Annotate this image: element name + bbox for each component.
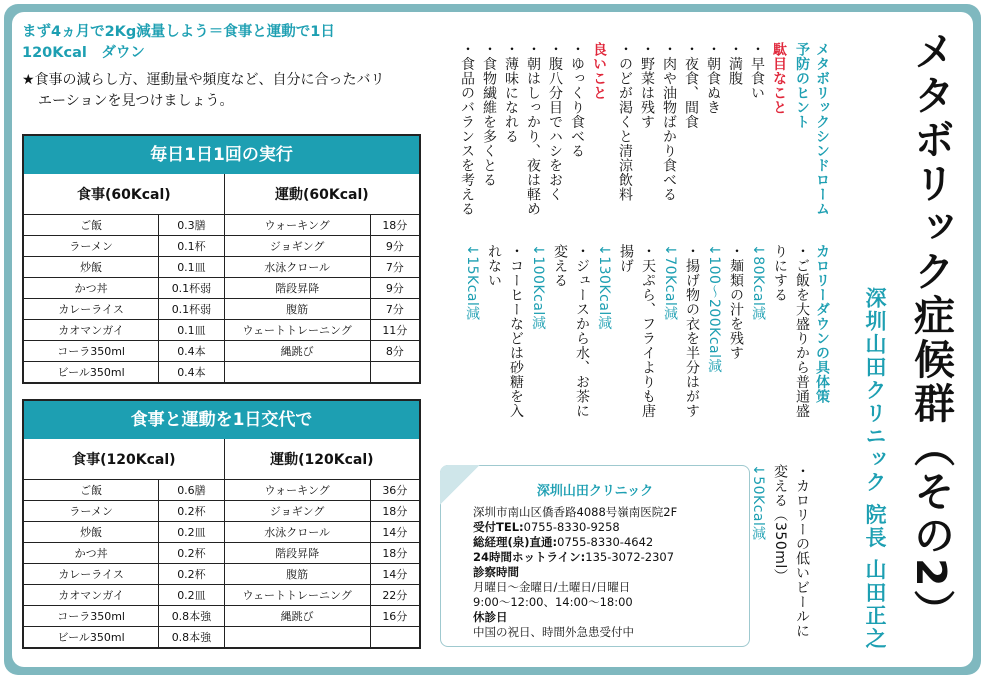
direct-label: 総経理(泉)直通: bbox=[473, 535, 558, 549]
time-cell: 7分 bbox=[370, 299, 419, 320]
amount-cell: 0.2杯 bbox=[159, 501, 224, 522]
exercise-cell: ウェートトレーニング bbox=[224, 320, 370, 341]
clinic-details bbox=[473, 505, 749, 640]
table-row bbox=[24, 480, 419, 501]
exercise-cell bbox=[224, 627, 370, 648]
time-cell: 9分 bbox=[370, 236, 419, 257]
clinic-direct bbox=[473, 535, 749, 550]
amount-cell: 0.1杯弱 bbox=[159, 299, 224, 320]
article-title: メタボリック症候群（その2） bbox=[907, 30, 955, 634]
exercise-cell: ジョギング bbox=[224, 236, 370, 257]
food-cell: かつ丼 bbox=[24, 543, 159, 564]
food-cell: かつ丼 bbox=[24, 278, 159, 299]
daily-table-title: 毎日1日1回の実行 bbox=[24, 136, 419, 174]
article-author: 深圳山田クリニック 院長 山田正之 bbox=[863, 287, 887, 651]
exercise-cell: 水泳クロール bbox=[224, 257, 370, 278]
corner-decoration bbox=[440, 465, 480, 505]
amount-cell: 0.4本 bbox=[159, 362, 224, 383]
hours-label-text: 診察時間 bbox=[473, 565, 519, 579]
article-panel bbox=[12, 12, 973, 667]
exercise-cell: ウェートトレーニング bbox=[224, 585, 370, 606]
intro-section bbox=[22, 22, 417, 112]
time-cell: 18分 bbox=[370, 501, 419, 522]
amount-cell: 0.1皿 bbox=[159, 257, 224, 278]
bad-item: ・のどが渇くと清涼飲料 bbox=[617, 42, 633, 202]
table-row bbox=[24, 362, 419, 383]
alternate-table-title: 食事と運動を1日交代で bbox=[24, 401, 419, 439]
good-item: ・ゆっくり食べる bbox=[569, 42, 585, 158]
food-column-header: 食事(60Kcal) bbox=[24, 174, 224, 215]
bad-heading: 駄目なこと bbox=[771, 42, 787, 115]
amount-cell: 0.1皿 bbox=[159, 320, 224, 341]
hours-label bbox=[473, 565, 749, 580]
good-item: ・腹八分目でハシをおく bbox=[547, 42, 563, 202]
intro-title bbox=[22, 22, 417, 64]
food-cell: 炒飯 bbox=[24, 257, 159, 278]
exercise-cell: 水泳クロール bbox=[224, 522, 370, 543]
intro-title-line2: 120Kcal ダウン bbox=[22, 45, 145, 61]
exercise-cell: 腹筋 bbox=[224, 564, 370, 585]
table-row bbox=[24, 320, 419, 341]
alternate-table bbox=[22, 399, 421, 649]
good-item: ・食物繊維を多くとる bbox=[481, 42, 497, 187]
food-cell: カレーライス bbox=[24, 564, 159, 585]
hours-days: 月曜日〜金曜日/土曜日/日曜日 bbox=[473, 580, 631, 594]
calorie-item-7a: ・コーヒーなどは砂糖を入 bbox=[508, 244, 524, 418]
food-cell: 炒飯 bbox=[24, 522, 159, 543]
bad-item: ・朝食ぬき bbox=[705, 42, 721, 115]
time-cell: 9分 bbox=[370, 278, 419, 299]
time-cell: 18分 bbox=[370, 543, 419, 564]
exercise-column-header: 運動(120Kcal) bbox=[224, 439, 419, 480]
closed-label-text: 休診日 bbox=[473, 610, 508, 624]
exercise-cell: ジョギング bbox=[224, 501, 370, 522]
calorie-item-4: ・揚げ物の衣を半分はがす bbox=[684, 244, 700, 418]
amount-cell: 0.3膳 bbox=[159, 215, 224, 236]
alternate-table-grid bbox=[24, 439, 419, 647]
calorie-item-2b: りにする bbox=[772, 244, 788, 302]
exercise-cell: 階段昇降 bbox=[224, 278, 370, 299]
tel-number: 0755-8330-9258 bbox=[523, 520, 620, 534]
time-cell: 7分 bbox=[370, 257, 419, 278]
amount-cell: 0.2皿 bbox=[159, 522, 224, 543]
time-cell: 22分 bbox=[370, 585, 419, 606]
amount-cell: 0.2皿 bbox=[159, 585, 224, 606]
calorie-reduction-7: ↓15Kcal減 bbox=[464, 244, 480, 321]
calorie-heading: カロリーダウンの具体策 bbox=[814, 244, 830, 404]
calorie-item-2a: ・ご飯を大盛りから普通盛 bbox=[794, 244, 810, 418]
food-column-header: 食事(120Kcal) bbox=[24, 439, 224, 480]
time-cell: 14分 bbox=[370, 564, 419, 585]
daily-table bbox=[22, 134, 421, 384]
time-cell: 8分 bbox=[370, 341, 419, 362]
amount-cell: 0.4本 bbox=[159, 341, 224, 362]
food-cell: ラーメン bbox=[24, 501, 159, 522]
food-cell: カレーライス bbox=[24, 299, 159, 320]
amount-cell: 0.1杯 bbox=[159, 236, 224, 257]
table-row bbox=[24, 299, 419, 320]
intro-note-line1: ★食事の減らし方、運動量や頻度など、自分に合ったバリ bbox=[22, 72, 385, 88]
table-row bbox=[24, 257, 419, 278]
bad-item: ・野菜は残す bbox=[639, 42, 655, 129]
time-cell: 11分 bbox=[370, 320, 419, 341]
time-cell: 16分 bbox=[370, 606, 419, 627]
hotline-label: 24時間ホットライン: bbox=[473, 550, 586, 564]
good-heading: 良いこと bbox=[591, 42, 607, 100]
calorie-reduction-5: ↓130Kcal減 bbox=[596, 244, 612, 331]
intro-note bbox=[22, 70, 417, 112]
time-cell: 14分 bbox=[370, 522, 419, 543]
calorie-item-1b: 変える（350ml） bbox=[772, 464, 788, 584]
exercise-cell: ウォーキング bbox=[224, 215, 370, 236]
time-cell: 36分 bbox=[370, 480, 419, 501]
food-cell: カオマンガイ bbox=[24, 585, 159, 606]
direct-number: 0755-8330-4642 bbox=[557, 535, 654, 549]
clinic-name: 深圳山田クリニック bbox=[536, 484, 654, 499]
calorie-item-6a: ・ジュースから水、お茶に bbox=[574, 244, 590, 418]
clinic-address: 深圳市南山区僑香路4088号嶺南医院2F bbox=[473, 505, 678, 519]
exercise-cell: 階段昇降 bbox=[224, 543, 370, 564]
amount-cell: 0.1杯弱 bbox=[159, 278, 224, 299]
calorie-reduction-4: ↓70Kcal減 bbox=[662, 244, 678, 321]
exercise-cell: 縄跳び bbox=[224, 341, 370, 362]
food-cell: ビール350ml bbox=[24, 362, 159, 383]
food-cell: ご飯 bbox=[24, 215, 159, 236]
daily-table-grid bbox=[24, 174, 419, 382]
hours-time: 9:00〜12:00、14:00〜18:00 bbox=[473, 595, 633, 609]
table-row bbox=[24, 522, 419, 543]
exercise-column-header: 運動(60Kcal) bbox=[224, 174, 419, 215]
calorie-item-5b: 揚げ bbox=[618, 244, 634, 273]
amount-cell: 0.2杯 bbox=[159, 543, 224, 564]
bad-item: ・肉や油物ばかり食べる bbox=[661, 42, 677, 202]
bad-item: ・早食い bbox=[749, 42, 765, 100]
amount-cell: 0.8本強 bbox=[159, 606, 224, 627]
bad-item: ・満腹 bbox=[727, 42, 743, 86]
table-row bbox=[24, 215, 419, 236]
amount-cell: 0.6膳 bbox=[159, 480, 224, 501]
exercise-cell: 腹筋 bbox=[224, 299, 370, 320]
good-item: ・薄味になれる bbox=[503, 42, 519, 144]
good-item: ・食品のバランスを考える bbox=[459, 42, 475, 216]
clinic-info-box bbox=[440, 465, 750, 647]
food-cell: カオマンガイ bbox=[24, 320, 159, 341]
food-cell: ラーメン bbox=[24, 236, 159, 257]
food-cell: コーラ350ml bbox=[24, 341, 159, 362]
calorie-item-7b: れない bbox=[486, 244, 502, 288]
exercise-cell: 縄跳び bbox=[224, 606, 370, 627]
hints-heading1: メタボリックシンドローム bbox=[814, 42, 830, 216]
calorie-item-3: ・麺類の汁を残す bbox=[728, 244, 744, 360]
good-item: ・朝はしっかり、夜は軽め bbox=[525, 42, 541, 216]
time-cell: 18分 bbox=[370, 215, 419, 236]
closed-days: 中国の祝日、時間外急患受付中 bbox=[473, 625, 634, 639]
table-row bbox=[24, 564, 419, 585]
calorie-reduction-3: ↓100〜200Kcal減 bbox=[706, 244, 722, 374]
intro-title-line1: まず4ヵ月で2Kg減量しよう＝食事と運動で1日 bbox=[22, 24, 335, 40]
time-cell bbox=[370, 627, 419, 648]
tel-label: 受付TEL: bbox=[473, 520, 524, 534]
table-row bbox=[24, 236, 419, 257]
hints-heading2: 予防のヒント bbox=[794, 42, 810, 129]
clinic-tel bbox=[473, 520, 749, 535]
table-row bbox=[24, 606, 419, 627]
time-cell bbox=[370, 362, 419, 383]
table-row bbox=[24, 278, 419, 299]
table-row bbox=[24, 585, 419, 606]
hotline-number: 135-3072-2307 bbox=[585, 550, 675, 564]
intro-note-line2: エーションを見つけましょう。 bbox=[38, 93, 234, 109]
bad-item: ・夜食、間食 bbox=[683, 42, 699, 129]
clinic-hotline bbox=[473, 550, 749, 565]
closed-label bbox=[473, 610, 749, 625]
amount-cell: 0.8本強 bbox=[159, 627, 224, 648]
amount-cell: 0.2杯 bbox=[159, 564, 224, 585]
calorie-item-5a: ・天ぷら、フライよりも唐 bbox=[640, 244, 656, 418]
calorie-item-6b: 変える bbox=[552, 244, 568, 288]
table-row bbox=[24, 501, 419, 522]
calorie-reduction-1: ↓50Kcal減 bbox=[750, 464, 766, 541]
calorie-item-1a: ・カロリーの低いビールに bbox=[794, 464, 810, 638]
table-row bbox=[24, 341, 419, 362]
exercise-cell: ウォーキング bbox=[224, 480, 370, 501]
food-cell: ビール350ml bbox=[24, 627, 159, 648]
food-cell: コーラ350ml bbox=[24, 606, 159, 627]
table-row bbox=[24, 627, 419, 648]
exercise-cell bbox=[224, 362, 370, 383]
food-cell: ご飯 bbox=[24, 480, 159, 501]
calorie-reduction-2: ↓80Kcal減 bbox=[750, 244, 766, 321]
table-row bbox=[24, 543, 419, 564]
calorie-reduction-6: ↓100Kcal減 bbox=[530, 244, 546, 331]
